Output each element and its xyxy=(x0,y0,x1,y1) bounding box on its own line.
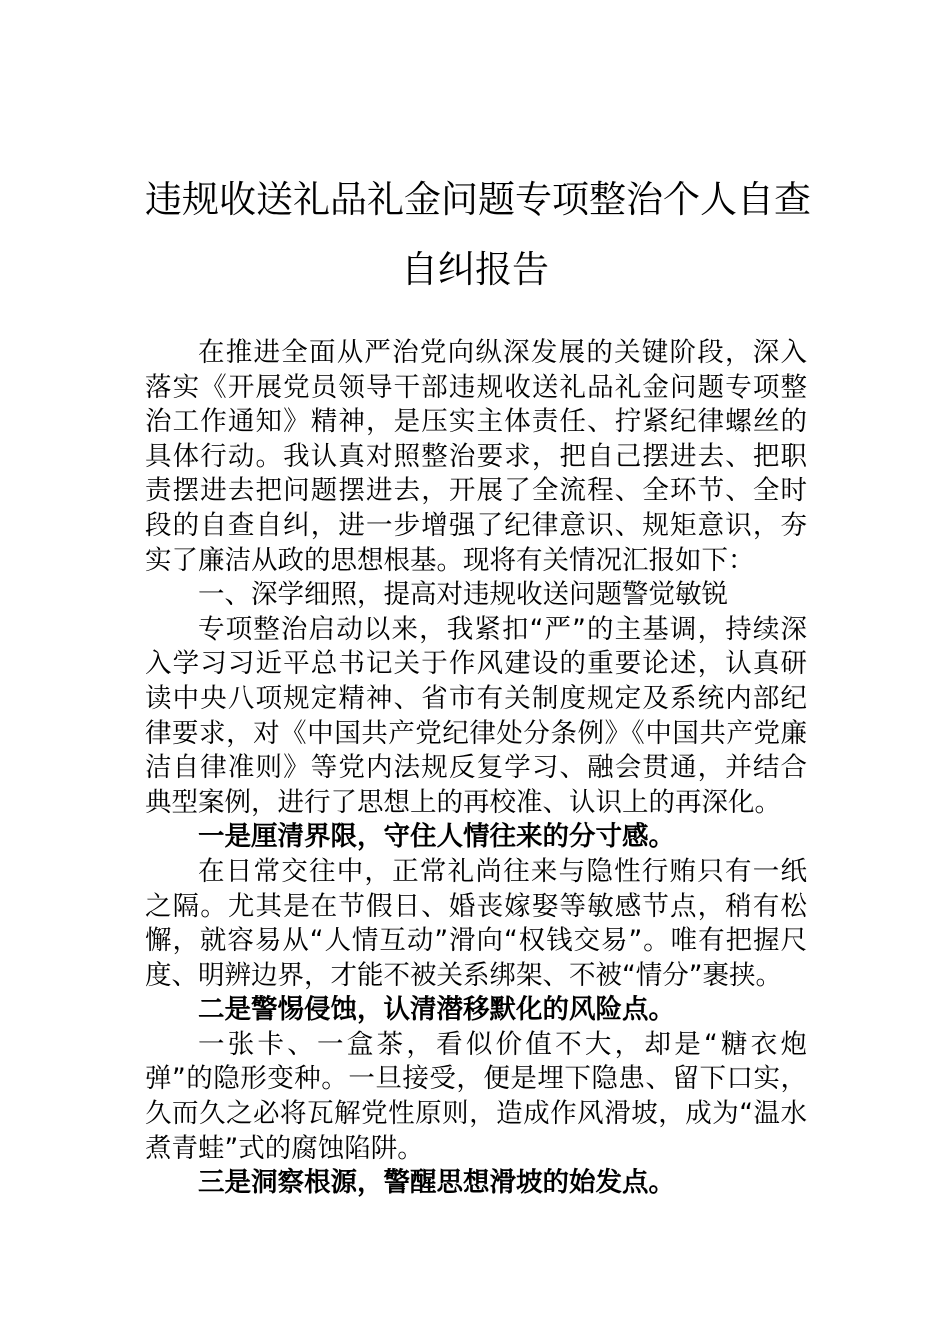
intro-paragraph: 在推进全面从严治党向纵深发展的关键阶段，深入落实《开展党员领导干部违规收送礼品礼金问题专项整治工作通知》精神，是压实主体责任、拧紧纪律螺丝的具体行动。我认真对照整治要求，把自己摆进去、把职责摆进去把问题摆进去，开展了全流程、全环节、全时段的自查自纠，进一步增强了纪律意识、规矩意识，夯实了廉洁从政的思想根基。现将有关情况汇报如下： xyxy=(145,337,807,576)
subheading-2: 二是警惕侵蚀，认清潜移默化的风险点。 xyxy=(198,994,675,1026)
section-heading-1: 一、深学细照，提高对违规收送问题警觉敏锐 xyxy=(198,579,728,611)
subheading-2-paragraph: 一张卡、一盒茶，看似价值不大，却是“糖衣炮弹”的隐形变种。一旦接受，便是埋下隐患、留下口实，久而久之必将瓦解党性原则，造成作风滑坡，成为“温水煮青蛙”式的腐蚀陷阱。 xyxy=(145,1028,807,1164)
document-title-line-2: 自纠报告 xyxy=(401,248,549,291)
section-1-paragraph: 专项整治启动以来，我紧扣“严”的主基调，持续深入学习习近平总书记关于作风建设的重要论述，认真研读中央八项规定精神、省市有关制度规定及系统内部纪律要求，对《中国共产党纪律处分条例》《中国共产党廉洁自律准则》等党内法规反复学习、融会贯通，并结合典型案例，进行了思想上的再校准、认识上的再深化。 xyxy=(145,613,807,818)
subheading-1: 一是厘清界限，守住人情往来的分寸感。 xyxy=(198,821,675,853)
subheading-1-paragraph: 在日常交往中，正常礼尚往来与隐性行贿只有一纸之隔。尤其是在节假日、婚丧嫁娶等敏感节点，稍有松懈，就容易从“人情互动”滑向“权钱交易”。唯有把握尺度、明辨边界，才能不被关系绑架、不被“情分”裹挟。 xyxy=(145,855,807,991)
document-body xyxy=(145,336,807,1201)
subheading-3: 三是洞察根源，警醒思想滑坡的始发点。 xyxy=(198,1167,675,1199)
document-title-line-1: 违规收送礼品礼金问题专项整治个人自查 xyxy=(145,178,811,221)
